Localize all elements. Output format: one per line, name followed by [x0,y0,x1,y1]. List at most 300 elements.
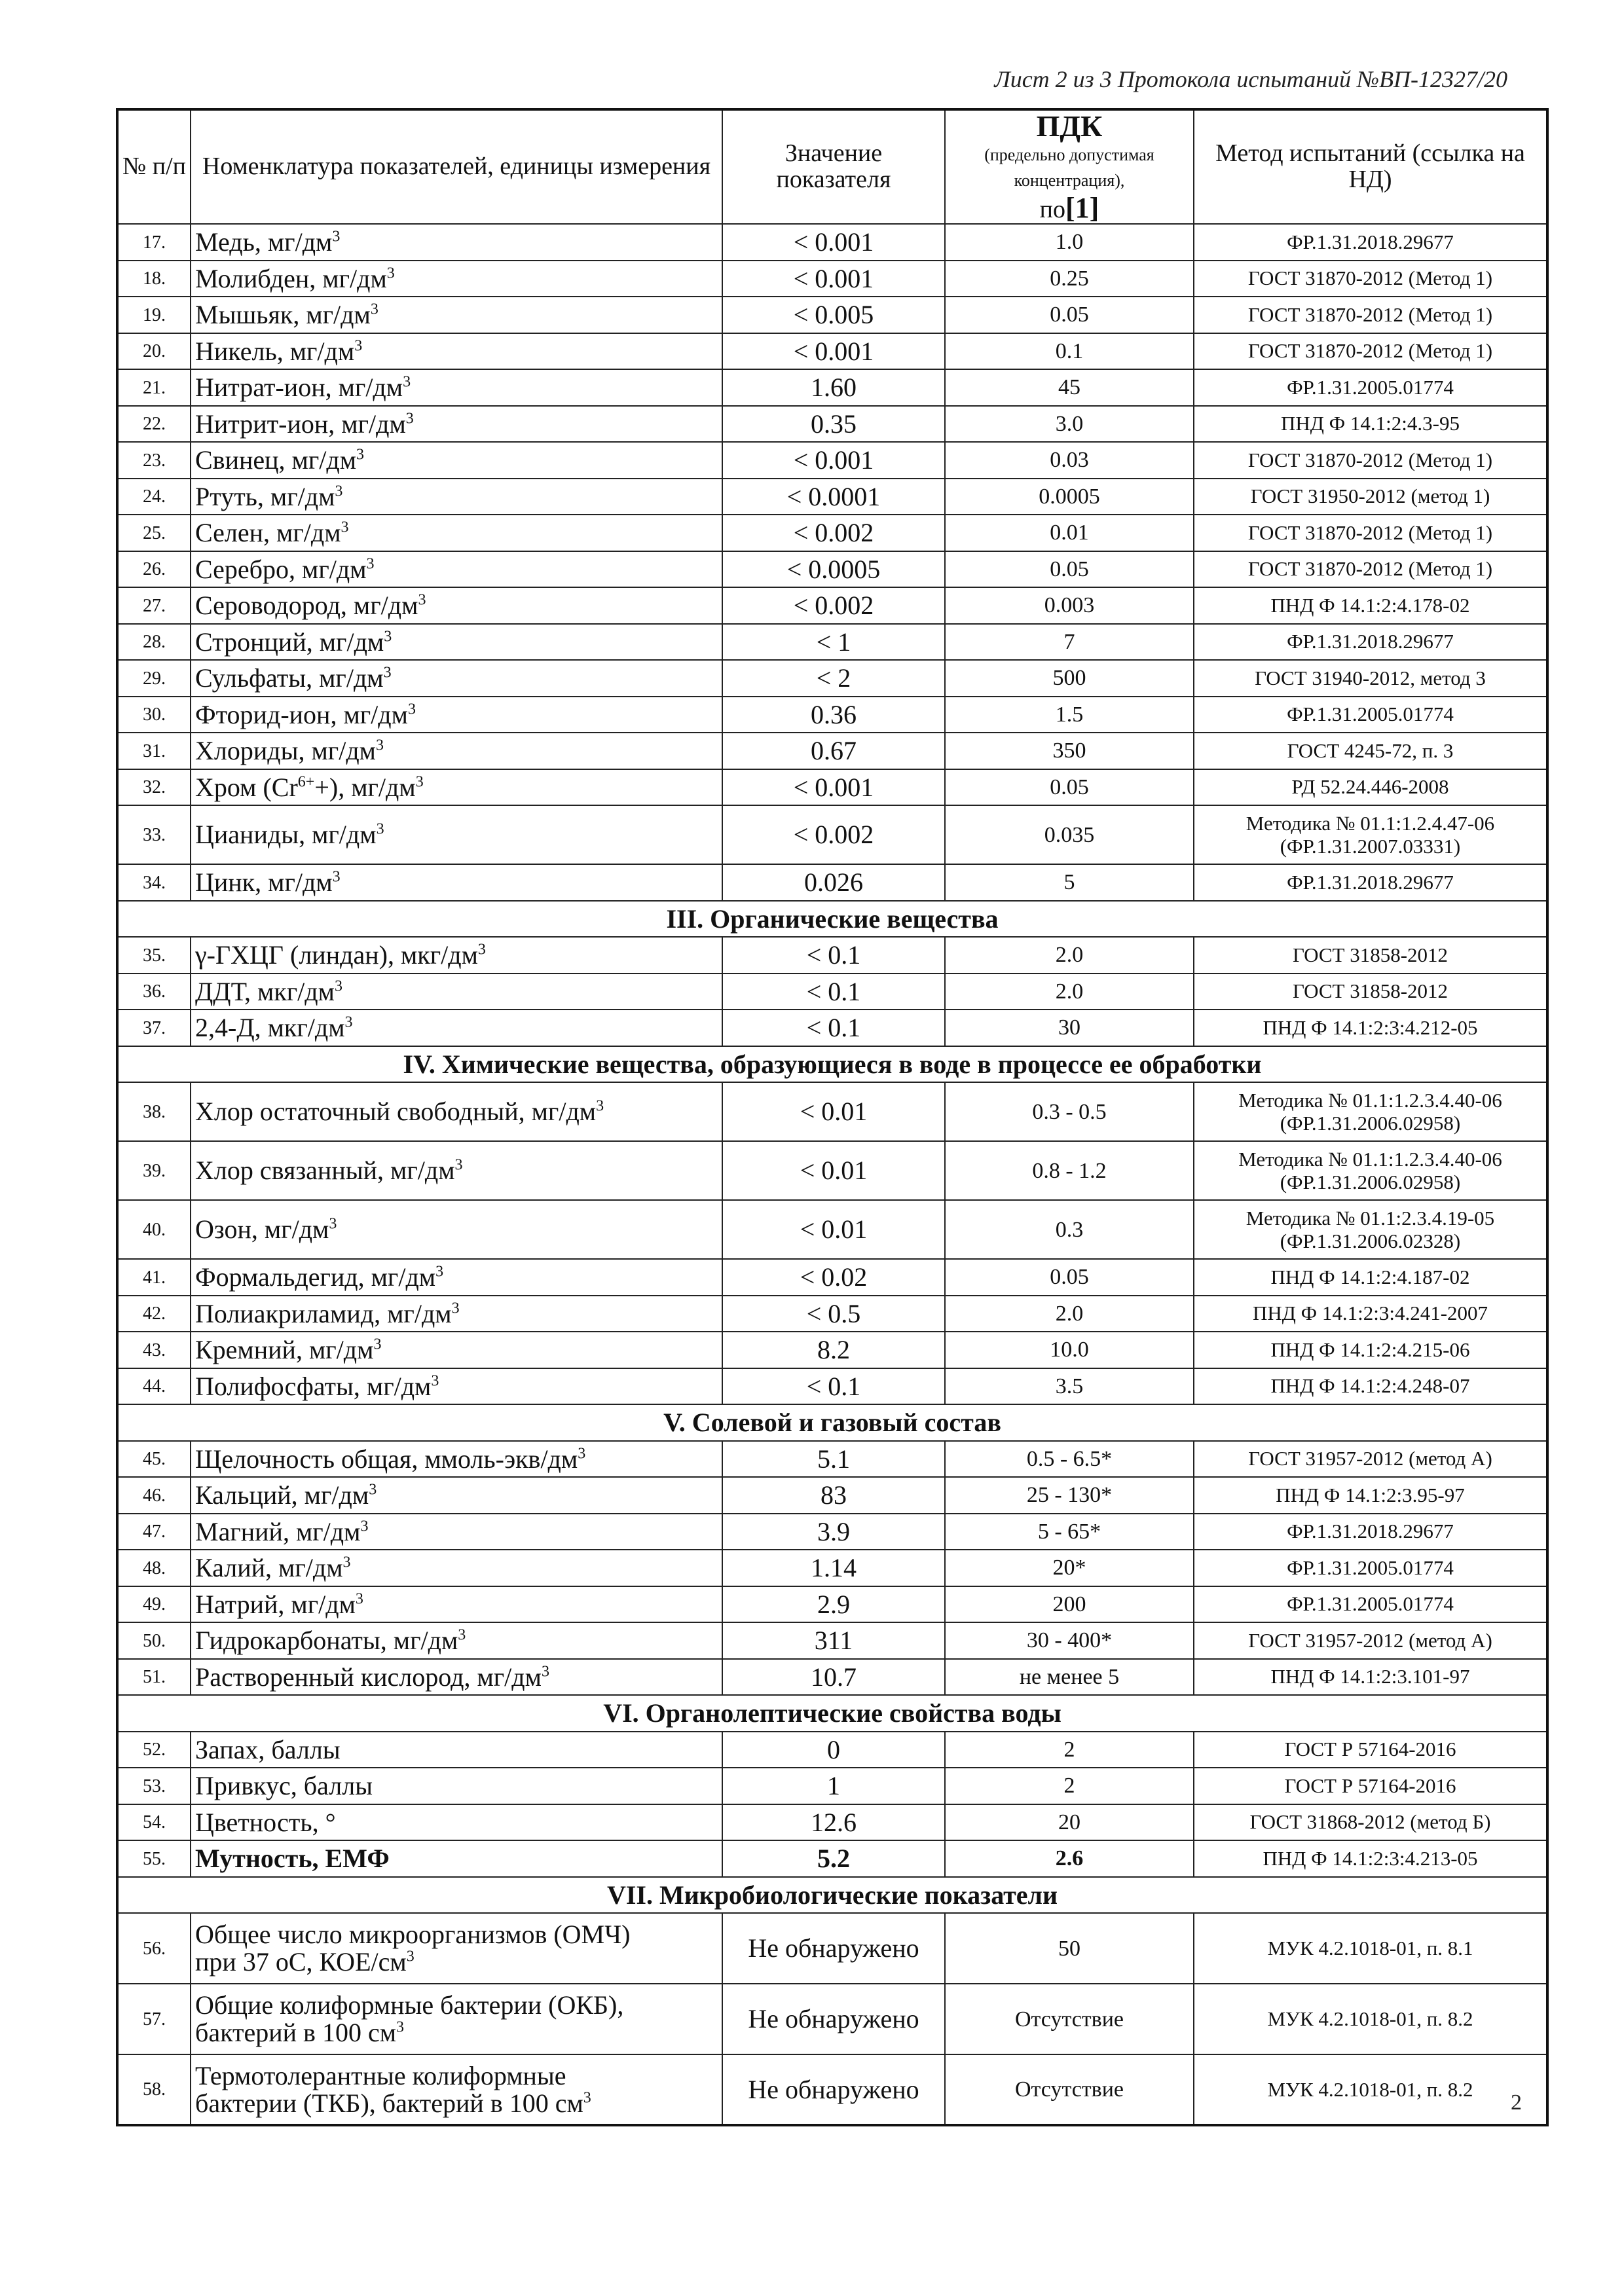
superscript: 3 [334,977,342,995]
superscript: 3 [451,1300,460,1317]
indicator-name [191,297,722,333]
measured-value: 0.67 [722,733,945,769]
measured-value: 311 [722,1622,945,1659]
results-table [116,108,1549,2126]
name-line: Общие колиформные бактерии (ОКБ), [195,1990,624,2020]
superscript: 3 [355,1590,363,1608]
measured-value: < 0.002 [722,805,945,864]
pdk-value: 2 [945,1768,1194,1804]
row-number: 52. [117,1732,191,1768]
name-text: Озон, мг/дм [195,1214,329,1245]
indicator-name [191,1200,722,1259]
pdk-value: 500 [945,660,1194,697]
pdk-value: 5 - 65* [945,1514,1194,1550]
table-row [117,224,1547,261]
superscript: 3 [415,773,424,791]
name-text: γ-ГХЦГ (линдан), мкг/дм [195,940,478,970]
test-method: ГОСТ 31858-2012 [1194,937,1547,974]
superscript: 3 [435,1263,444,1281]
superscript: 3 [418,591,426,609]
table-row [117,660,1547,697]
table-row [117,1141,1547,1200]
superscript: 3 [407,701,416,718]
measured-value: < 0.002 [722,587,945,624]
pdk-value: Отсутствие [945,2054,1194,2125]
measured-value: 3.9 [722,1514,945,1550]
row-number: 45. [117,1441,191,1478]
table-row [117,1768,1547,1804]
measured-value: 8.2 [722,1332,945,1368]
row-number: 32. [117,769,191,806]
test-method: ПНД Ф 14.1:2:3:4.212-05 [1194,1010,1547,1046]
indicator-name [191,1296,722,1332]
page-number: 2 [1511,2090,1522,2115]
name-text: Калий, мг/дм [195,1553,343,1583]
name-line: при 37 оС, КОЕ/см [195,1947,407,1977]
indicator-name [191,1659,722,1696]
sheet-header: Лист 2 из 3 Протокола испытаний №ВП-12327/20 [994,66,1507,92]
pdk-value: 10.0 [945,1332,1194,1368]
indicator-name [191,261,722,297]
name-part: +), мг/дм [314,772,416,802]
row-number: 29. [117,660,191,697]
row-number: 46. [117,1477,191,1514]
name-text: Селен, мг/дм [195,518,341,548]
test-method: ПНД Ф 14.1:2:4.187-02 [1194,1259,1547,1296]
table-row [117,1200,1547,1259]
test-method: ГОСТ 31870-2012 (Метод 1) [1194,515,1547,551]
measured-value: < 0.01 [722,1082,945,1141]
row-number: 39. [117,1141,191,1200]
indicator-name [191,224,722,261]
test-method: ГОСТ Р 57164-2016 [1194,1768,1547,1804]
measured-value: 12.6 [722,1804,945,1841]
measured-value: 5.1 [722,1441,945,1478]
pdk-value: 2.0 [945,1296,1194,1332]
indicator-name [191,1586,722,1623]
indicator-name [191,1082,722,1141]
indicator-name [191,660,722,697]
name-text: Фторид-ион, мг/дм [195,699,408,729]
row-number: 25. [117,515,191,551]
name-text: Хлориды, мг/дм [195,736,376,766]
row-number: 17. [117,224,191,261]
row-number: 44. [117,1368,191,1405]
indicator-name [191,1477,722,1514]
indicator-name [191,1984,722,2054]
name-text: Стронций, мг/дм [195,627,384,657]
row-number: 41. [117,1259,191,1296]
name-text: Нитрит-ион, мг/дм [195,409,406,439]
pdk-value: 2.0 [945,974,1194,1010]
table-row [117,551,1547,588]
row-number: 20. [117,333,191,370]
row-number: 18. [117,261,191,297]
pdk-value: 20 [945,1804,1194,1841]
superscript: 3 [396,2019,405,2037]
superscript: 3 [541,1663,549,1681]
test-method: ГОСТ 31940-2012, метод 3 [1194,660,1547,697]
pdk-value: 0.8 - 1.2 [945,1141,1194,1200]
name-text: Магний, мг/дм [195,1516,361,1546]
measured-value: < 0.01 [722,1200,945,1259]
measured-value: < 0.005 [722,297,945,333]
row-number: 49. [117,1586,191,1623]
test-method: Методика № 01.1:1.2.3.4.40-06 (ФР.1.31.2006.02958) [1194,1082,1547,1141]
table-row [117,369,1547,406]
pdk-value: 45 [945,369,1194,406]
name-text: ДДТ, мкг/дм [195,976,335,1006]
row-number: 56. [117,1913,191,1984]
indicator-name [191,1514,722,1550]
section-heading: III. Органические вещества [117,901,1547,938]
measured-value: Не обнаружено [722,1984,945,2054]
measured-value: Не обнаружено [722,2054,945,2125]
row-number: 36. [117,974,191,1010]
row-number: 57. [117,1984,191,2054]
measured-value: 0.36 [722,697,945,733]
section-heading: IV. Химические вещества, образующиеся в воде в процессе ее обработки [117,1046,1547,1083]
name-text: Цветность, ° [195,1807,336,1837]
indicator-name [191,1913,722,1984]
table-row [117,1984,1547,2054]
pdk-title: ПДК [1036,109,1103,143]
superscript: 3 [578,1445,586,1463]
test-method: ФР.1.31.2005.01774 [1194,697,1547,733]
test-method: МУК 4.2.1018-01, п. 8.1 [1194,1913,1547,1984]
pdk-value: 2 [945,1732,1194,1768]
indicator-name [191,1550,722,1586]
section-heading-row [117,901,1547,938]
pdk-value: 3.0 [945,406,1194,443]
table-row [117,406,1547,443]
indicator-name [191,1010,722,1046]
measured-value: < 0.001 [722,333,945,370]
superscript: 3 [583,2089,591,2107]
pdk-value: 0.25 [945,261,1194,297]
name-text: Щелочность общая, ммоль-экв/дм [195,1444,578,1474]
measured-value: < 1 [722,624,945,661]
row-number: 51. [117,1659,191,1696]
section-heading: V. Солевой и газовый состав [117,1404,1547,1441]
row-number: 38. [117,1082,191,1141]
measured-value: < 0.0005 [722,551,945,588]
measured-value: < 0.002 [722,515,945,551]
indicator-name [191,1768,722,1804]
table-row [117,1622,1547,1659]
measured-value: 1.14 [722,1550,945,1586]
row-number: 24. [117,479,191,515]
test-method: ГОСТ 31950-2012 (метод 1) [1194,479,1547,515]
table-row [117,1010,1547,1046]
superscript: 3 [370,301,378,318]
indicator-name [191,479,722,515]
test-method: ПНД Ф 14.1:2:4.248-07 [1194,1368,1547,1405]
pdk-value: 200 [945,1586,1194,1623]
test-method: ГОСТ 31870-2012 (Метод 1) [1194,442,1547,479]
name-text: Серебро, мг/дм [195,554,367,584]
table-row [117,442,1547,479]
table-row [117,937,1547,974]
test-method: ФР.1.31.2018.29677 [1194,624,1547,661]
table-row [117,624,1547,661]
measured-value: 1 [722,1768,945,1804]
name-text: Мышьяк, мг/дм [195,300,371,330]
indicator-name [191,551,722,588]
pdk-value: 1.5 [945,697,1194,733]
row-number: 55. [117,1840,191,1877]
superscript: 3 [332,868,341,886]
superscript: 3 [373,1336,382,1353]
name-line: Термотолерантные колиформные [195,2060,566,2090]
test-method: ПНД Ф 14.1:2:4.215-06 [1194,1332,1547,1368]
indicator-name [191,406,722,443]
measured-value: < 0.001 [722,442,945,479]
table-row [117,1804,1547,1841]
measured-value: < 0.001 [722,261,945,297]
measured-value: 5.2 [722,1840,945,1877]
measured-value: < 0.0001 [722,479,945,515]
superscript: 3 [431,1372,439,1390]
pdk-value: 5 [945,864,1194,901]
row-number: 19. [117,297,191,333]
table-row [117,697,1547,733]
row-number: 37. [117,1010,191,1046]
row-number: 27. [117,587,191,624]
row-number: 26. [117,551,191,588]
pdk-value: 0.05 [945,297,1194,333]
table-row [117,515,1547,551]
indicator-name [191,974,722,1010]
pdk-reference: по[1] [1039,192,1099,225]
table-row [117,1659,1547,1696]
pdk-value: 50 [945,1913,1194,1984]
row-number: 34. [117,864,191,901]
table-row [117,769,1547,806]
pdk-value: 0.05 [945,551,1194,588]
table-body [117,224,1547,2125]
name-line: бактерий в 100 см [195,2018,397,2048]
superscript: 3 [360,1518,369,1535]
indicator-name [191,697,722,733]
indicator-name [191,805,722,864]
pdk-value: 3.5 [945,1368,1194,1405]
test-method: ГОСТ 31957-2012 (метод А) [1194,1622,1547,1659]
superscript: 3 [335,483,343,500]
measured-value: Не обнаружено [722,1913,945,1984]
pdk-value: 25 - 130* [945,1477,1194,1514]
pdk-value: 0.01 [945,515,1194,551]
superscript: 3 [376,821,384,839]
table-row [117,1732,1547,1768]
measured-value: 0.026 [722,864,945,901]
name-text: Привкус, баллы [195,1771,373,1801]
column-header-name: Номенклатура показателей, единицы измерения [191,109,722,224]
test-method: ПНД Ф 14.1:2:3:4.213-05 [1194,1840,1547,1877]
row-number: 54. [117,1804,191,1841]
name-text: Кремний, мг/дм [195,1335,374,1365]
row-number: 23. [117,442,191,479]
pdk-value: 7 [945,624,1194,661]
name-text: Нитрат-ион, мг/дм [195,373,403,403]
indicator-name [191,733,722,769]
row-number: 21. [117,369,191,406]
indicator-name [191,369,722,406]
superscript: 3 [406,1948,415,1966]
test-method: ПНД Ф 14.1:2:4.178-02 [1194,587,1547,624]
column-header-method: Метод испытаний (ссылка на НД) [1194,109,1547,224]
measured-value: 0.35 [722,406,945,443]
superscript: 3 [458,1626,466,1644]
test-method: ГОСТ 31957-2012 (метод А) [1194,1441,1547,1478]
table-row [117,333,1547,370]
superscript: 3 [369,1481,377,1499]
pdk-value: 30 [945,1010,1194,1046]
indicator-name [191,1732,722,1768]
table-row [117,733,1547,769]
indicator-name [191,515,722,551]
measured-value: < 0.1 [722,1368,945,1405]
test-method: ФР.1.31.2005.01774 [1194,369,1547,406]
test-method: ПНД Ф 14.1:2:3:4.241-2007 [1194,1296,1547,1332]
test-method: ГОСТ 31858-2012 [1194,974,1547,1010]
name-text: Полифосфаты, мг/дм [195,1371,432,1401]
section-heading: VII. Микробиологические показатели [117,1877,1547,1914]
name-text: Ртуть, мг/дм [195,481,335,511]
table-row [117,1296,1547,1332]
pdk-subtitle: (предельно допустимая концентрация), [984,145,1154,191]
superscript: 3 [384,628,392,646]
indicator-name [191,1141,722,1200]
name-text: Кальций, мг/дм [195,1480,369,1510]
name-text: Полиакриламид, мг/дм [195,1298,452,1328]
name-text: Сульфаты, мг/дм [195,663,384,693]
name-text: Растворенный кислород, мг/дм [195,1662,542,1692]
name-text: Натрий, мг/дм [195,1589,356,1619]
table-row [117,1514,1547,1550]
pdk-value: 0.003 [945,587,1194,624]
name-text: 2,4-Д, мкг/дм [195,1013,345,1043]
row-number: 53. [117,1768,191,1804]
indicator-name [191,1804,722,1841]
superscript: 3 [341,519,349,536]
test-method: ГОСТ 31870-2012 (Метод 1) [1194,297,1547,333]
pdk-value: 0.03 [945,442,1194,479]
superscript: 3 [405,410,414,428]
superscript: 3 [454,1157,463,1175]
pdk-value: 1.0 [945,224,1194,261]
superscript: 6+ [297,773,315,791]
superscript: 3 [375,737,384,754]
superscript: 3 [329,1216,337,1233]
superscript: 3 [386,264,395,282]
table-row [117,1586,1547,1623]
table-row [117,974,1547,1010]
row-number: 30. [117,697,191,733]
measured-value: < 0.001 [722,769,945,806]
measured-value: < 0.1 [722,974,945,1010]
test-method: РД 52.24.446-2008 [1194,769,1547,806]
table-row [117,1259,1547,1296]
measured-value: 0 [722,1732,945,1768]
test-method: ФР.1.31.2018.29677 [1194,1514,1547,1550]
name-text: Хлор связанный, мг/дм [195,1156,455,1186]
superscript: 3 [354,337,363,355]
table-row [117,1368,1547,1405]
superscript: 3 [356,446,365,464]
table-row [117,1082,1547,1141]
name-text: Гидрокарбонаты, мг/дм [195,1626,458,1656]
indicator-name [191,2054,722,2125]
test-method: ГОСТ 31868-2012 (метод Б) [1194,1804,1547,1841]
test-method: Методика № 01.1:2.3.4.19-05 (ФР.1.31.2006.02328) [1194,1200,1547,1259]
name-text: Мутность, ЕМФ [195,1844,390,1874]
test-method: ПНД Ф 14.1:2:3.95-97 [1194,1477,1547,1514]
table-row [117,1550,1547,1586]
indicator-name [191,1368,722,1405]
row-number: 31. [117,733,191,769]
test-method: ФР.1.31.2018.29677 [1194,864,1547,901]
test-method: ПНД Ф 14.1:2:4.3-95 [1194,406,1547,443]
table-row [117,261,1547,297]
measured-value: < 0.5 [722,1296,945,1332]
name-text: Формальдегид, мг/дм [195,1262,436,1292]
indicator-name [191,1259,722,1296]
column-header-value: Значение показателя [722,109,945,224]
measured-value: < 2 [722,660,945,697]
section-heading: VI. Органолептические свойства воды [117,1695,1547,1732]
section-heading-row [117,1695,1547,1732]
test-method: МУК 4.2.1018-01, п. 8.2 [1194,2054,1547,2125]
name-text: Цианиды, мг/дм [195,820,377,850]
row-number: 50. [117,1622,191,1659]
pdk-value: не менее 5 [945,1659,1194,1696]
name-text: Сероводород, мг/дм [195,591,418,621]
superscript: 3 [342,1554,351,1571]
name-part: Хром (Cr [195,772,298,802]
measured-value: < 0.001 [722,224,945,261]
indicator-name [191,1332,722,1368]
pdk-value: 0.035 [945,805,1194,864]
pdk-value: 0.1 [945,333,1194,370]
section-heading-row [117,1877,1547,1914]
pdk-value: 0.3 - 0.5 [945,1082,1194,1141]
test-method: ГОСТ 31870-2012 (Метод 1) [1194,261,1547,297]
test-method: ГОСТ 4245-72, п. 3 [1194,733,1547,769]
test-method: ГОСТ 31870-2012 (Метод 1) [1194,551,1547,588]
pdk-value: 2.0 [945,937,1194,974]
table-row [117,479,1547,515]
pdk-value: 2.6 [945,1840,1194,1877]
table-row [117,1840,1547,1877]
row-number: 47. [117,1514,191,1550]
indicator-name [191,1441,722,1478]
row-number: 43. [117,1332,191,1368]
test-method: Методика № 01.1:1.2.3.4.40-06 (ФР.1.31.2006.02958) [1194,1141,1547,1200]
name-text: Свинец, мг/дм [195,445,357,475]
table-row [117,864,1547,901]
superscript: 3 [596,1098,604,1116]
name-text: Молибден, мг/дм [195,263,387,293]
test-method: ФР.1.31.2005.01774 [1194,1586,1547,1623]
name-text: Никель, мг/дм [195,336,355,366]
section-heading-row [117,1404,1547,1441]
name-text: Запах, баллы [195,1734,341,1764]
table-row [117,297,1547,333]
pdk-value: 20* [945,1550,1194,1586]
table-row [117,1477,1547,1514]
pdk-value: 30 - 400* [945,1622,1194,1659]
